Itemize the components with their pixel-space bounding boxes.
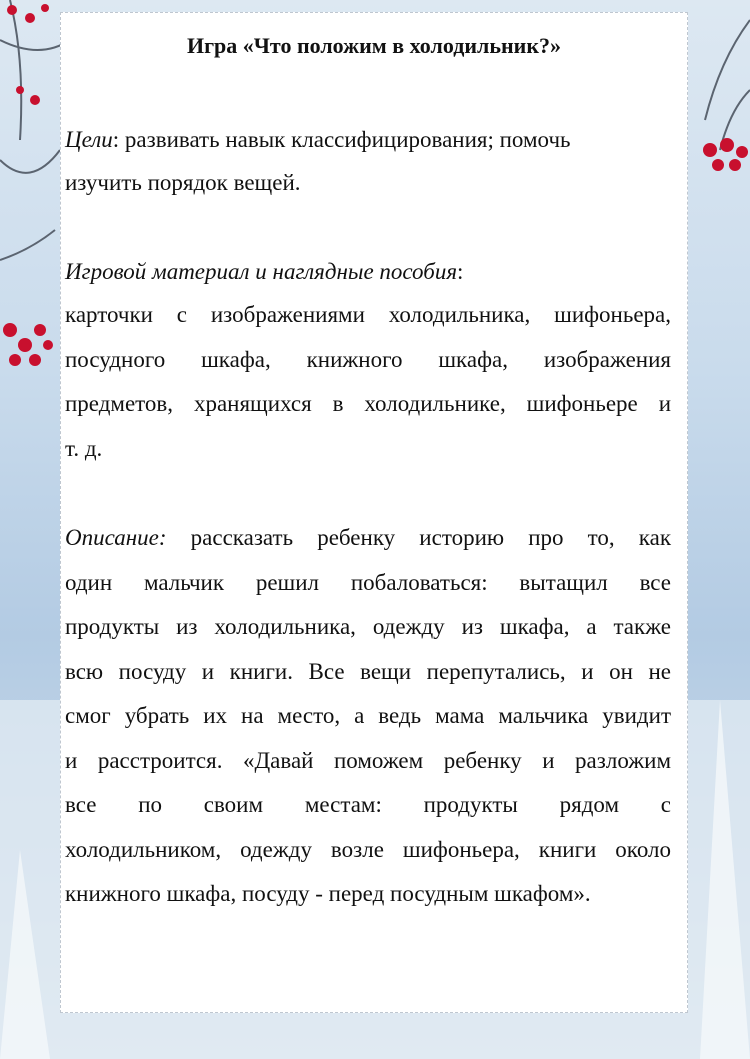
berry-cluster-mid-left	[3, 323, 53, 366]
description-line: продукты из холодильника, одежду из шкафа, а также	[65, 614, 671, 639]
materials-label: Игровой материал и наглядные пособия	[65, 259, 458, 284]
materials-colon: :	[457, 259, 464, 284]
document-page	[60, 12, 688, 1013]
description-line: все по своим местам: продукты рядом с	[65, 792, 671, 817]
goals-line-2: изучить порядок вещей.	[65, 170, 301, 195]
materials-line: предметов, хранящихся в холодильнике, шифоньере и	[65, 391, 671, 416]
materials-heading	[65, 257, 671, 287]
description-text: рассказать ребенку историю про то, как	[190, 525, 671, 550]
description-line: и расстроится. «Давай поможем ребенку и разложим	[65, 748, 671, 773]
description-label: Описание:	[65, 525, 167, 550]
description-line: холодильником, одежду возле шифоньера, книги около	[65, 837, 671, 862]
goals-label: Цели	[65, 127, 113, 152]
materials-line: карточки с изображениями холодильника, шифоньера,	[65, 302, 671, 327]
berry-cluster-right	[703, 138, 748, 171]
page-title: Игра «Что положим в холодильник?»	[186, 33, 562, 58]
description-line: смог убрать их на место, а ведь мама мальчика увидит	[65, 703, 671, 728]
description-line: один мальчик решил побаловаться: вытащил все	[65, 570, 671, 595]
goals-text: : развивать навык классифицирования; помочь	[112, 127, 571, 152]
description-line-1	[65, 523, 671, 553]
description-line: всю посуду и книги. Все вещи перепутались, и он не	[65, 659, 671, 684]
materials-line: посудного шкафа, книжного шкафа, изображения	[65, 347, 671, 372]
materials-line: т. д.	[65, 436, 103, 461]
description-line: книжного шкафа, посуду - перед посудным шкафом».	[65, 881, 591, 906]
goals-line-1	[65, 125, 671, 155]
